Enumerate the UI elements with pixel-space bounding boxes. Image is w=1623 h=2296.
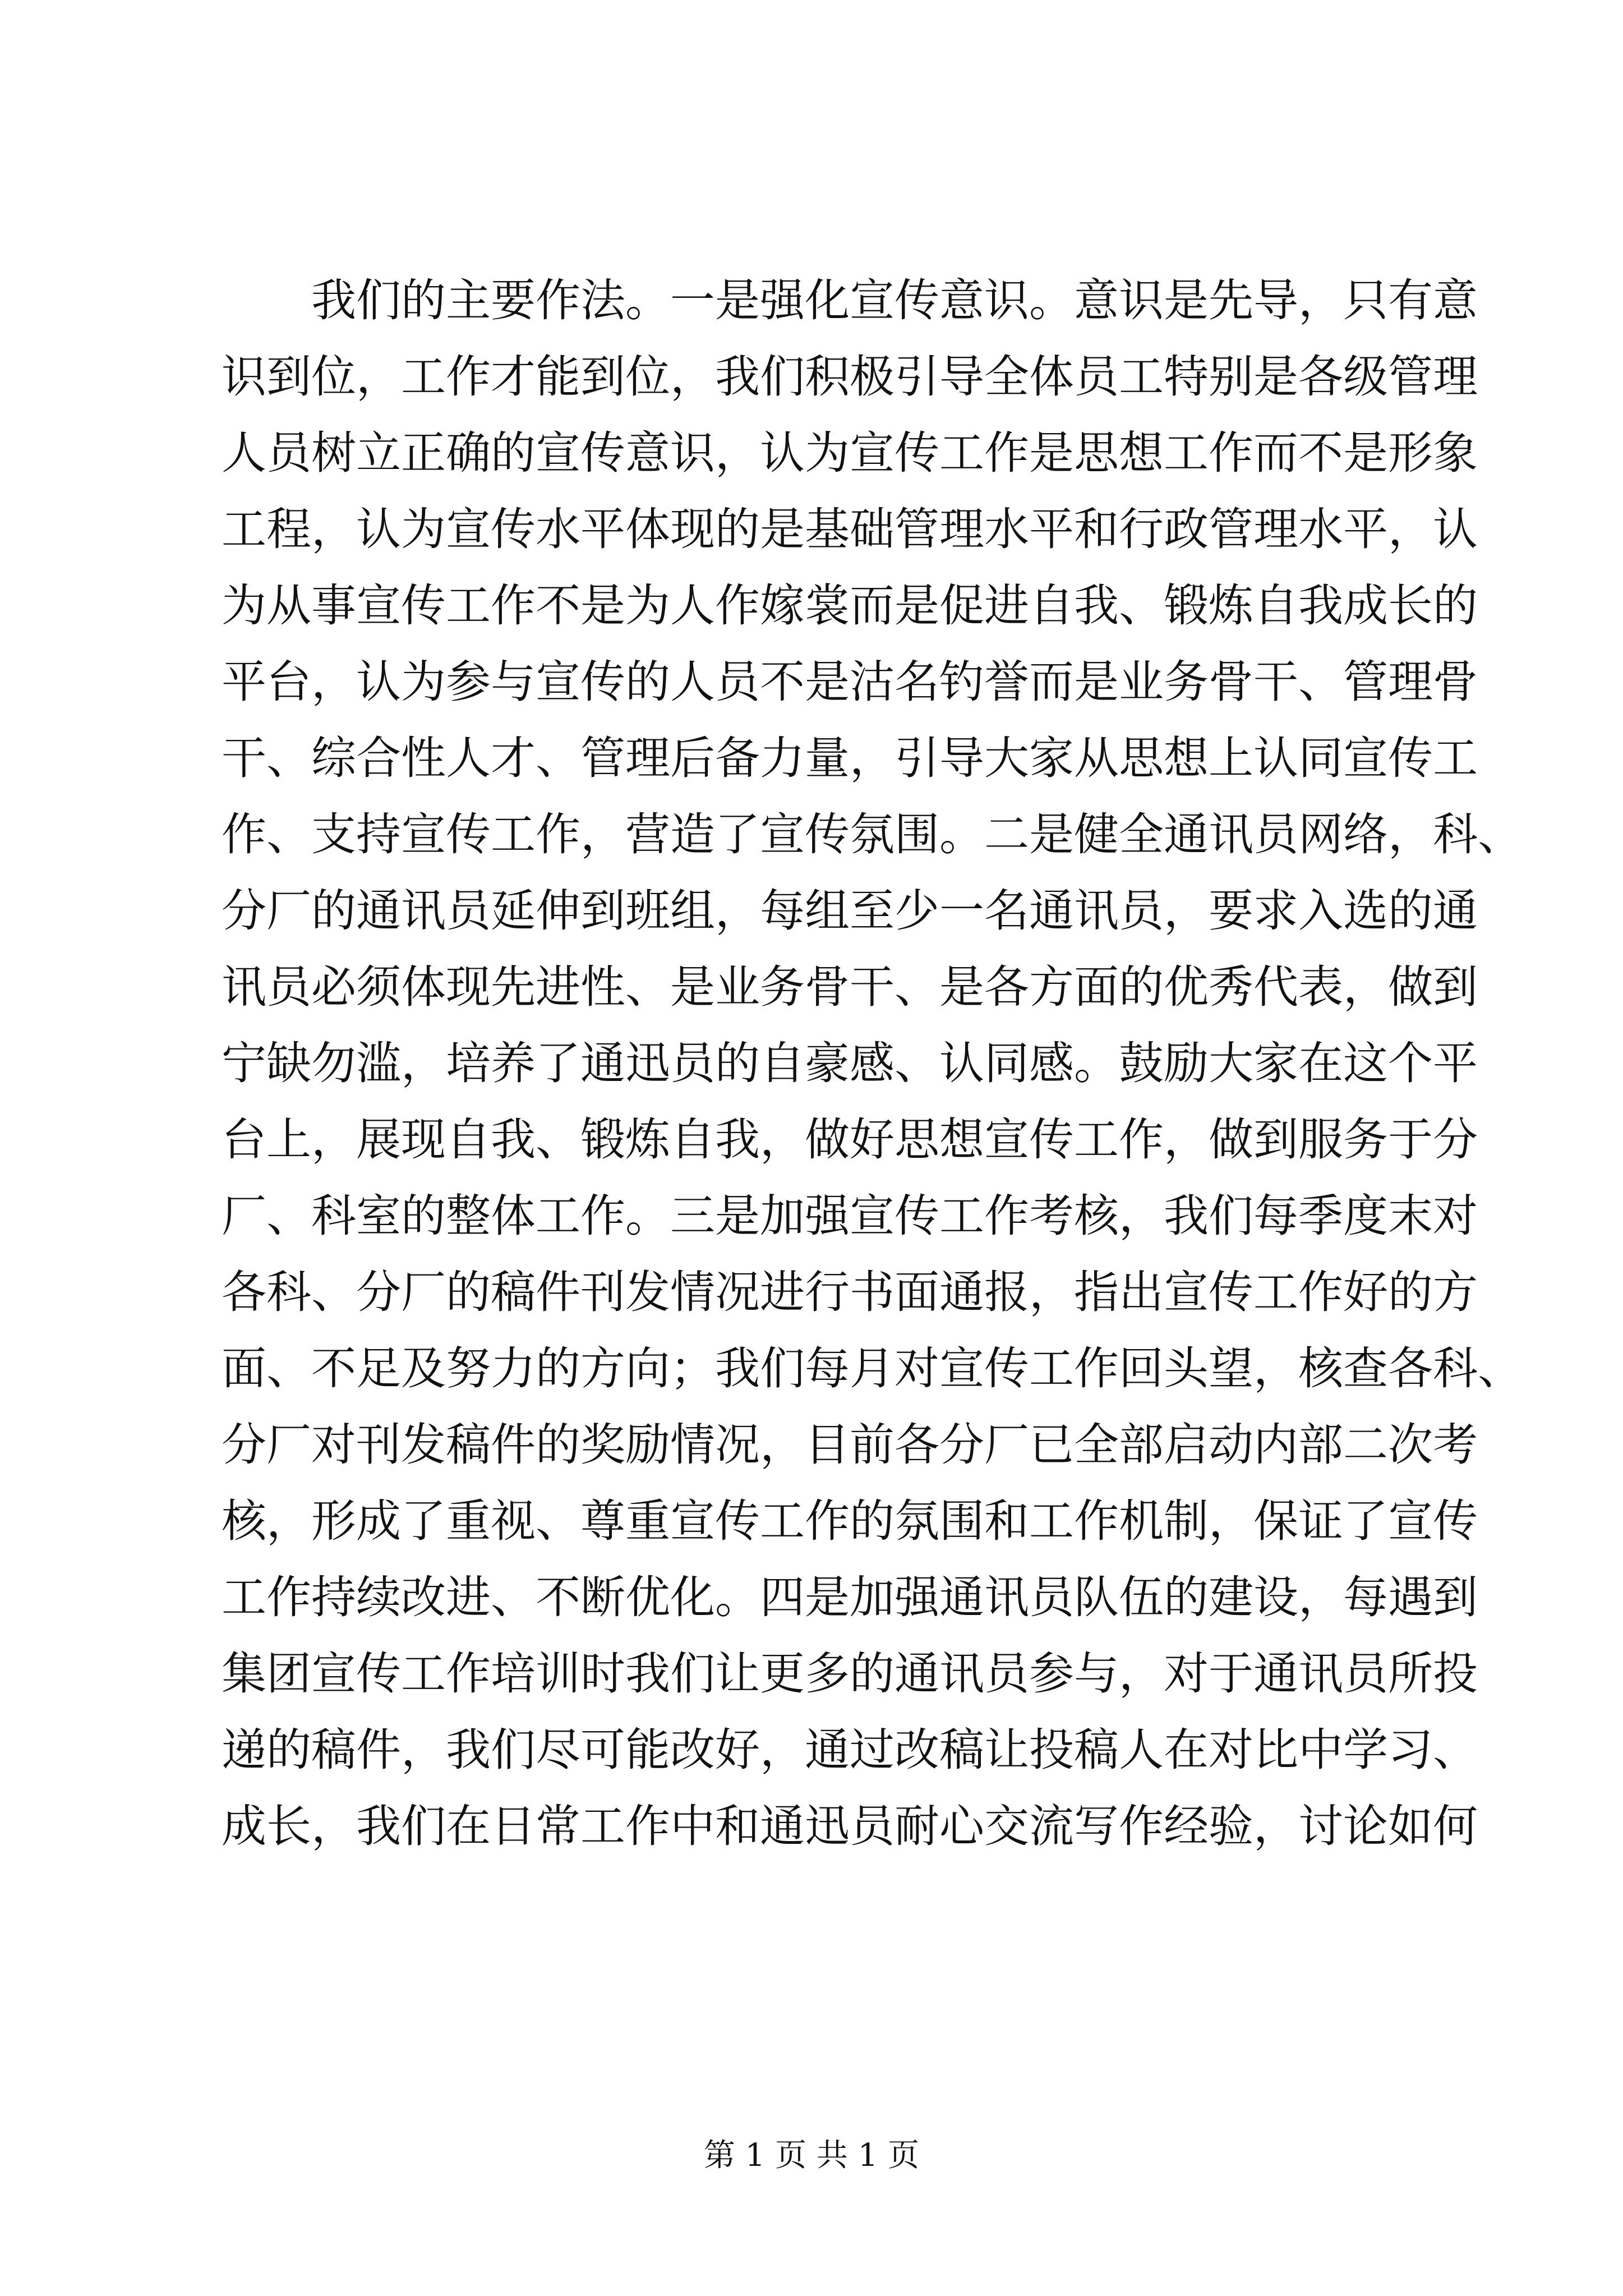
text-line: 递的稿件，我们尽可能改好，通过改稿让投稿人在对比中学习、	[222, 1724, 1478, 1776]
text-line: 宁缺勿滥，培养了通迅员的自豪感、认同感。鼓励大家在这个平	[222, 1037, 1478, 1089]
text-line: 核，形成了重视、尊重宣传工作的氛围和工作机制，保证了宣传	[222, 1495, 1478, 1547]
text-line: 集团宣传工作培训时我们让更多的通讯员参与，对于通讯员所投	[222, 1648, 1478, 1700]
text-line: 台上，展现自我、锻炼自我，做好思想宣传工作，做到服务于分	[222, 1114, 1478, 1166]
text-line: 工程，认为宣传水平体现的是基础管理水平和行政管理水平，认	[222, 503, 1478, 555]
text-line: 厂、科室的整体工作。三是加强宣传工作考核，我们每季度末对	[222, 1190, 1478, 1242]
text-line: 面、不足及努力的方向；我们每月对宣传工作回头望，核查各科、	[222, 1342, 1523, 1395]
text-line: 干、综合性人才、管理后备力量，引导大家从思想上认同宣传工	[222, 732, 1478, 784]
text-line: 分厂对刊发稿件的奖励情况，目前各分厂已全部启动内部二次考	[222, 1419, 1478, 1471]
text-line: 识到位，工作才能到位，我们积极引导全体员工特别是各级管理	[222, 351, 1478, 403]
text-line: 成长，我们在日常工作中和通迅员耐心交流写作经验，讨论如何	[222, 1800, 1478, 1852]
text-line: 各科、分厂的稿件刊发情况进行书面通报，指出宣传工作好的方	[222, 1266, 1478, 1318]
text-line: 为从事宣传工作不是为人作嫁裳而是促进自我、锻炼自我成长的	[222, 579, 1478, 632]
text-line: 作、支持宣传工作，营造了宣传氛围。二是健全通讯员网络，科、	[222, 808, 1523, 861]
text-line: 分厂的通讯员延伸到班组，每组至少一名通讯员，要求入选的通	[222, 885, 1478, 937]
text-line: 我们的主要作法。一是强化宣传意识。意识是先导，只有意	[311, 274, 1478, 326]
text-line: 人员树立正确的宣传意识，认为宣传工作是思想工作而不是形象	[222, 427, 1478, 479]
page-footer: 第 1 页 共 1 页	[703, 2137, 920, 2174]
text-line: 工作持续改进、不断优化。四是加强通讯员队伍的建设，每遇到	[222, 1571, 1478, 1623]
body-paragraph	[222, 263, 1523, 1865]
text-line: 讯员必须体现先进性、是业务骨干、是各方面的优秀代表，做到	[222, 961, 1478, 1013]
text-line: 平台，认为参与宣传的人员不是沽名钓誉而是业务骨干、管理骨	[222, 656, 1478, 708]
